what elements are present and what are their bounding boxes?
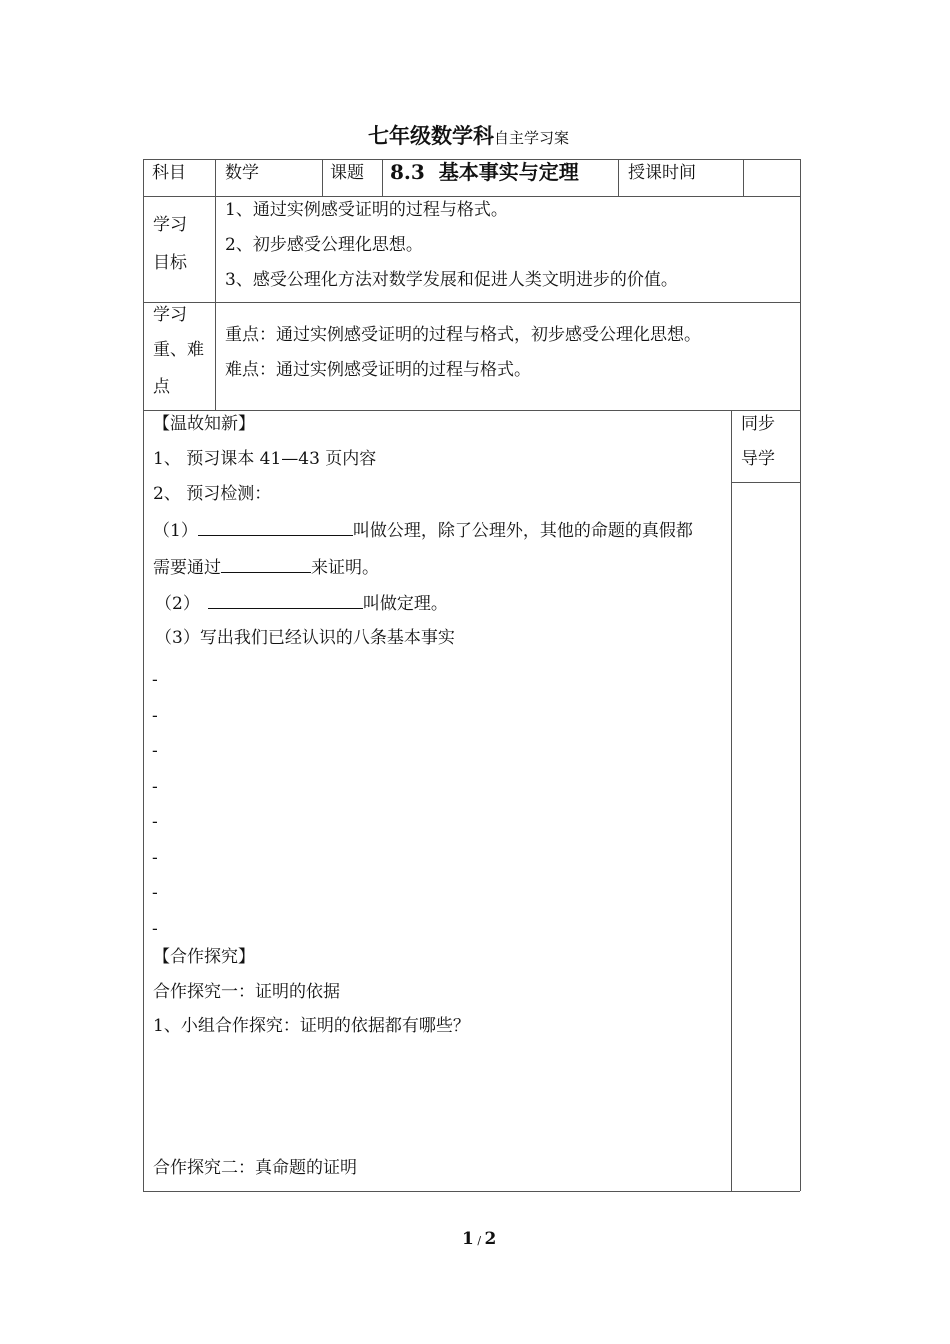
- col-divider: [731, 410, 732, 1191]
- col-divider: [618, 159, 619, 196]
- title-sub: 自主学习案: [494, 129, 570, 147]
- title-main: 七年级数学科: [368, 123, 494, 148]
- col-divider: [322, 159, 323, 196]
- question-1: [153, 519, 693, 542]
- dash-line: -: [152, 848, 158, 868]
- explore-heading: 【合作探究】: [153, 947, 255, 967]
- row-divider: [143, 196, 800, 197]
- q1-suffix: 叫做公理，除了公理外，其他的命题的真假都: [352, 521, 693, 541]
- question-3: （3）写出我们已经认识的八条基本事实: [155, 628, 455, 648]
- review-item: 2、 预习检测：: [153, 484, 272, 504]
- dash-line: -: [152, 777, 158, 797]
- keypoints-label: 点: [153, 377, 170, 397]
- table-border: [800, 159, 801, 1191]
- difficult-point: 难点：通过实例感受证明的过程与格式。: [225, 360, 531, 380]
- dash-line: -: [152, 741, 158, 761]
- table-border: [143, 159, 144, 1191]
- key-point: 重点：通过实例感受证明的过程与格式，初步感受公理化思想。: [225, 325, 701, 345]
- time-label: 授课时间: [628, 163, 696, 183]
- answer-blank[interactable]: [208, 592, 363, 609]
- q2-suffix: 叫做定理。: [362, 594, 448, 614]
- topic-label: 课题: [330, 163, 364, 183]
- answer-blank[interactable]: [198, 519, 353, 536]
- page-sep: /: [473, 1234, 485, 1247]
- q1-prefix: （1）: [153, 521, 198, 541]
- goal-item: 2、初步感受公理化思想。: [225, 235, 423, 255]
- page-number: [462, 1228, 496, 1252]
- dash-line: -: [152, 812, 158, 832]
- explore-part1: 合作探究一：证明的依据: [153, 982, 340, 1002]
- topic-value: 8.3 基本事实与定理: [390, 160, 579, 184]
- col-divider: [382, 159, 383, 196]
- row-divider: [143, 302, 800, 303]
- col-divider: [743, 159, 744, 196]
- goals-label: 学习: [153, 215, 187, 235]
- doc-title: [368, 125, 569, 149]
- q1-line2-suffix: 来证明。: [311, 558, 379, 578]
- keypoints-label: 学习: [153, 305, 187, 325]
- q1-line2-prefix: 需要通过: [153, 558, 221, 578]
- goal-item: 1、通过实例感受证明的过程与格式。: [225, 200, 508, 220]
- question-2: [155, 592, 448, 615]
- explore-part2: 合作探究二：真命题的证明: [153, 1158, 357, 1178]
- review-item: 1、 预习课本 41—43 页内容: [153, 449, 377, 469]
- dash-line: -: [152, 706, 158, 726]
- review-heading: 【温故知新】: [153, 414, 255, 434]
- row-divider: [143, 410, 800, 411]
- side-divider: [731, 482, 800, 483]
- dash-line: -: [152, 919, 158, 939]
- page-current: 1: [462, 1229, 474, 1249]
- answer-blank[interactable]: [221, 556, 311, 573]
- dash-line: -: [152, 670, 158, 690]
- side-label: 导学: [741, 449, 775, 469]
- side-label: 同步: [741, 414, 775, 434]
- table-border: [143, 1191, 800, 1192]
- keypoints-label: 重、难: [153, 340, 204, 360]
- goals-label: 目标: [153, 253, 187, 273]
- question-1-cont: [153, 556, 379, 579]
- goal-item: 3、感受公理化方法对数学发展和促进人类文明进步的价值。: [225, 270, 678, 290]
- subject-value: 数学: [225, 163, 259, 183]
- q2-prefix: （2）: [155, 594, 200, 614]
- dash-line: -: [152, 883, 158, 903]
- page-total: 2: [484, 1229, 497, 1249]
- col-divider: [215, 159, 216, 410]
- explore-q1: 1、小组合作探究：证明的依据都有哪些？: [153, 1016, 470, 1036]
- subject-label: 科目: [152, 163, 186, 183]
